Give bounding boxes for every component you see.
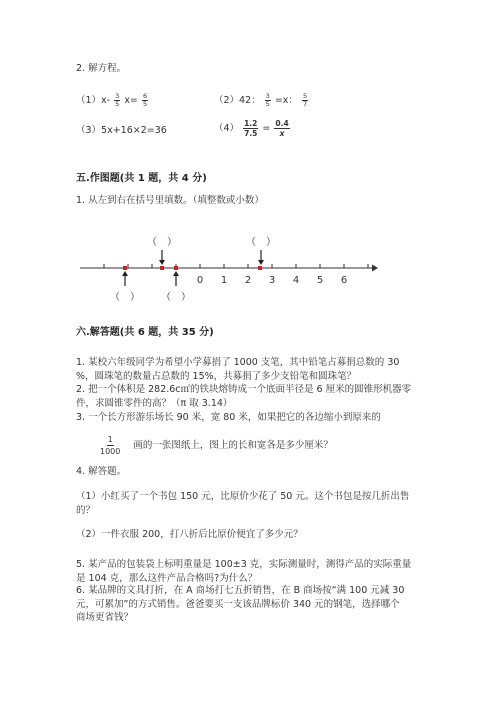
problem-3-line-1: 3. 一个长方形游乐场长 90 米，宽 80 米，如果把它的各边缩小到原来的	[76, 412, 381, 423]
down-arrowhead	[159, 260, 165, 265]
number-line-tick-label: 6	[340, 275, 348, 286]
equation-2-fraction-b: $\frac{5}{7}$	[302, 92, 308, 108]
problem-5-line-1: 5. 某产品的包装袋上标明重量是 100±3 克，实际测量时，测得产品的实际重量	[76, 559, 412, 570]
problem-3-text: 画的一张图纸上，图上的长和宽各是多少厘米？	[133, 440, 333, 451]
problem-4-part-2: （2）一件衣服 200，打八折后比原价便宜了多少元？	[76, 529, 303, 540]
problem-4: 4. 解答题。	[76, 466, 127, 477]
equation-1-label: （1）x-	[76, 95, 111, 106]
red-marker	[174, 266, 178, 270]
red-marker	[123, 266, 127, 270]
equation-2-mid: =x：	[274, 95, 298, 106]
equation-4-label: （4）	[214, 123, 240, 134]
equation-4-mid: =	[262, 123, 271, 134]
problem-5	[76, 558, 416, 585]
problem-3-line-2	[99, 434, 333, 457]
problem-6-line-3: 商场更省钱？	[76, 612, 134, 623]
equation-2-fraction-a: $\frac{3}{5}$	[265, 92, 270, 108]
answer-bracket-bottom-right[interactable]: （ ）	[161, 292, 191, 303]
number-line-tick-label: 1	[220, 275, 228, 286]
draw-question-1: 1. 从左到右在括号里填数。（填整数或小数）	[76, 195, 264, 206]
down-arrowhead	[258, 260, 264, 265]
equation-4-fraction-b: $\frac{0.4}{x}$	[275, 119, 289, 138]
number-line-arrowhead	[372, 265, 378, 272]
number-line-tick-label: 2	[244, 275, 252, 286]
answer-bracket-bottom-left[interactable]: （ ）	[110, 292, 140, 303]
equation-4-fraction-a: $\frac{1.2}{7.5}$	[244, 119, 258, 138]
problem-4-part-1-line-2: 的？	[76, 504, 96, 516]
red-marker	[258, 266, 262, 270]
problem-6	[76, 584, 416, 625]
up-arrowhead	[122, 271, 128, 276]
equation-3: （3）5x+16×2=36	[76, 125, 167, 136]
red-marker	[160, 266, 164, 270]
problem-6-line-2: 元，可累加”的方式销售。爸爸要买一支该品牌标价 340 元的钢笔，选择哪个	[76, 598, 400, 610]
problem-4-part-1-line-1: （1）小红买了一个书包 150 元，比原价少花了 50 元。这个书包是按几折出售	[76, 491, 410, 502]
equation-2-label: （2）42：	[214, 95, 261, 106]
equation-1-fraction-a: $\frac{3}{5}$	[115, 92, 120, 108]
problem-1-line-1: 1. 某校六年级同学为希望小学募捐了 1000 支笔，其中铅笔占募捐总数的 30	[76, 357, 400, 368]
equation-1-fraction-b: $\frac{6}{5}$	[142, 92, 148, 108]
number-line-tick-label: 4	[292, 275, 300, 286]
problem-1-line-2: %，圆珠笔的数量占总数的 15%，共募捐了多少支铅笔和圆珠笔？	[76, 370, 357, 382]
problem-3-fraction: $\frac{1}{1000}$	[100, 435, 121, 456]
problem-2	[76, 383, 416, 410]
problem-1	[76, 356, 416, 383]
problem-5-line-2: 是 104 克，那么这件产品合格吗?为什么？	[76, 572, 258, 584]
problem-6-line-1: 6. 某品牌的文具打折，在 A 商场打七五折销售，在 B 商场按“满 100 元减 30	[76, 585, 405, 596]
number-line-tick-label: 3	[268, 275, 276, 286]
problem-4-part-1	[76, 490, 416, 517]
number-line-tick-label: 0	[196, 275, 204, 286]
problem-2-line-1: 2. 把一个体积是 282.6c㎡的铁块熔铸成一个底面半径是 6 厘米的圆锥形机器零	[76, 384, 412, 395]
section-six-heading: 六.解答题(共 6 题，共 35 分)	[76, 327, 214, 338]
up-arrowhead	[173, 271, 179, 276]
number-line-tick-label: 5	[316, 275, 324, 286]
solve-equations-title: 2. 解方程。	[76, 63, 127, 74]
answer-bracket-top-left[interactable]: （ ）	[147, 237, 177, 248]
equation-1-mid: x=	[124, 95, 138, 106]
section-five-heading: 五.作图题(共 1 题，共 4 分)	[76, 173, 207, 184]
problem-2-line-2: 件，求圆锥零件的高？（π 取 3.14）	[76, 397, 233, 409]
answer-bracket-top-right[interactable]: （ ）	[246, 237, 276, 248]
